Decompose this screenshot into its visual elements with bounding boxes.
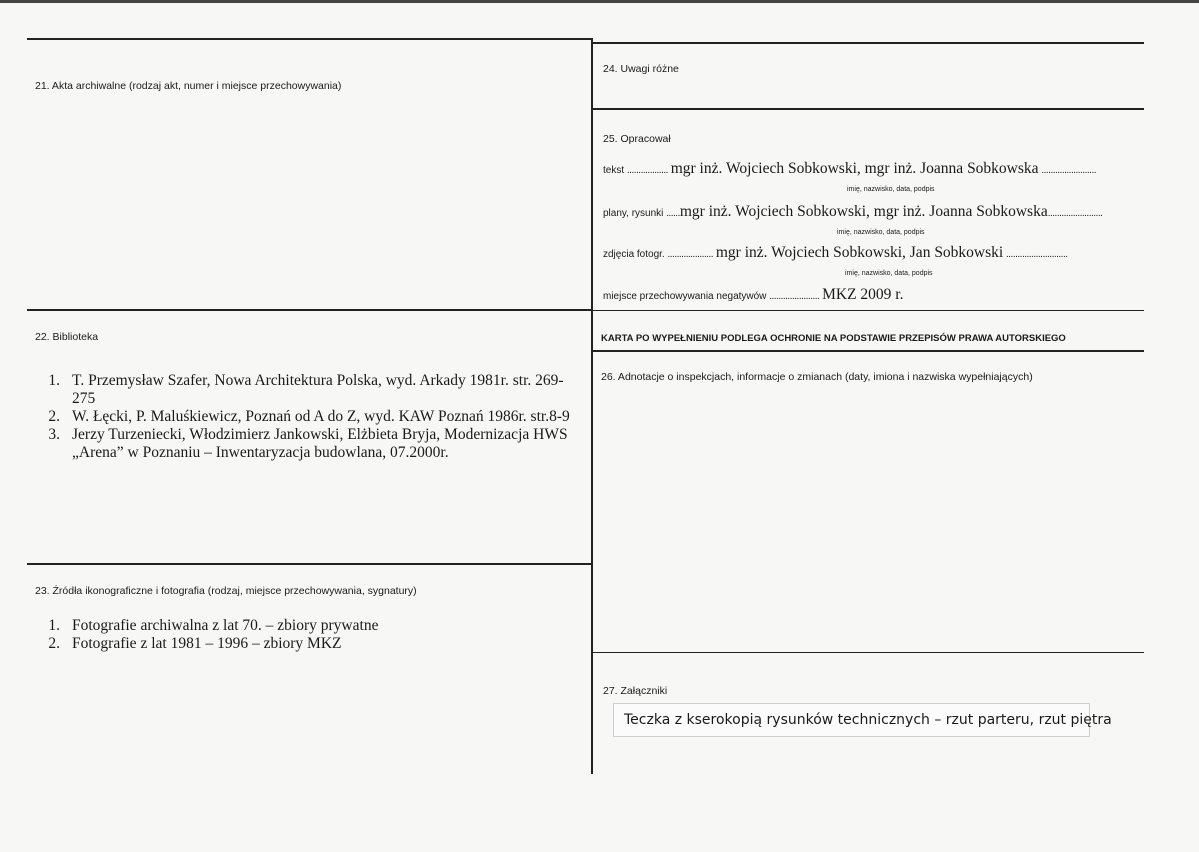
- rule-21-22: [27, 309, 592, 311]
- section-27-header: 27. Załączniki: [603, 685, 668, 697]
- list-text: T. Przemysław Szafer, Nowa Architektura Polska, wyd. Arkady 1981r. str. 269-275: [72, 372, 564, 407]
- section-26-header: 26. Adnotacje o inspekcjach, informacje o zmianach (daty, imiona i nazwiska wypełniających): [601, 371, 1033, 383]
- author-text-row: [603, 160, 1096, 178]
- author-photos-row: [603, 244, 1068, 262]
- top-rule-left: [27, 38, 592, 40]
- section-23-header: 23. Źródła ikonograficzne i fotografia (rodzaj, miejsce przechowywania, sygnatury): [35, 585, 417, 597]
- row-label: tekst: [603, 165, 625, 176]
- rule-22-23: [27, 563, 592, 565]
- list-text: W. Łęcki, P. Maluśkiewicz, Poznań od A do Z, wyd. KAW Poznań 1986r. str.8-9: [72, 408, 570, 425]
- library-item-1: [35, 372, 580, 408]
- list-number: 1.: [48, 372, 60, 389]
- rule-26-27: [592, 652, 1144, 653]
- dotted-fill: ......: [666, 208, 680, 219]
- signature-sublabel: imię, nazwisko, data, podpis: [845, 270, 933, 277]
- section-22-header: 22. Biblioteka: [35, 331, 99, 343]
- rule-25-notice: [592, 310, 1144, 311]
- row-value: mgr inż. Wojciech Sobkowski, Jan Sobkowski: [715, 244, 1004, 261]
- dotted-fill: ........................: [1047, 208, 1103, 219]
- signature-sublabel: imię, nazwisko, data, podpis: [847, 186, 935, 193]
- section-21-header: 21. Akta archiwalne (rodzaj akt, numer i miejsce przechowywania): [35, 80, 342, 92]
- dotted-fill: ..................: [626, 165, 668, 176]
- row-label: plany, rysunki: [603, 208, 664, 219]
- iconography-item-2: [35, 635, 580, 653]
- list-number: 3.: [48, 426, 60, 443]
- dotted-fill: ......................: [769, 291, 820, 302]
- iconography-item-1: [35, 617, 580, 635]
- row-value: mgr inż. Wojciech Sobkowski, mgr inż. Joanna Sobkowska: [679, 203, 1048, 220]
- section-24-header: 24. Uwagi różne: [603, 63, 679, 75]
- list-number: 2.: [48, 635, 60, 652]
- section-25-header: 25. Opracował: [603, 133, 671, 145]
- scan-edge: [0, 0, 1199, 3]
- dotted-fill: ...........................: [1006, 249, 1068, 260]
- dotted-fill: ........................: [1041, 165, 1097, 176]
- list-text: Fotografie z lat 1981 – 1996 – zbiory MKZ: [72, 635, 342, 652]
- library-item-3: [35, 426, 580, 462]
- dotted-fill: ....................: [667, 249, 714, 260]
- signature-sublabel: imię, nazwisko, data, podpis: [837, 229, 925, 236]
- rule-24-25: [592, 108, 1144, 110]
- row-value: mgr inż. Wojciech Sobkowski, mgr inż. Joanna Sobkowska: [670, 160, 1039, 177]
- iconography-list: [35, 617, 580, 653]
- list-text: Fotografie archiwalna z lat 70. – zbiory prywatne: [72, 617, 379, 634]
- row-value: MKZ 2009 r.: [822, 286, 904, 303]
- library-list: [35, 372, 580, 462]
- list-text: Jerzy Turzeniecki, Włodzimierz Jankowski, Elżbieta Bryja, Modernizacja HWS „Arena” w Poznaniu – Inwentaryzacja budowlana, 07.2000r.: [72, 426, 568, 461]
- list-number: 2.: [48, 408, 60, 425]
- center-divider: [591, 38, 593, 774]
- row-label: miejsce przechowywania negatywów: [603, 291, 767, 302]
- top-rule-right: [592, 42, 1144, 44]
- copyright-notice: KARTA PO WYPEŁNIENIU PODLEGA OCHRONIE NA PODSTAWIE PRZEPISÓW PRAWA AUTORSKIEGO: [601, 333, 1066, 344]
- list-number: 1.: [48, 617, 60, 634]
- negatives-location-row: [603, 286, 903, 304]
- attachment-box: Teczka z kserokopią rysunków technicznych – rzut parteru, rzut piętra: [613, 703, 1090, 737]
- row-label: zdjęcia fotogr.: [603, 249, 665, 260]
- library-item-2: [35, 408, 580, 426]
- author-plans-row: [603, 203, 1102, 221]
- rule-notice-26: [592, 350, 1144, 352]
